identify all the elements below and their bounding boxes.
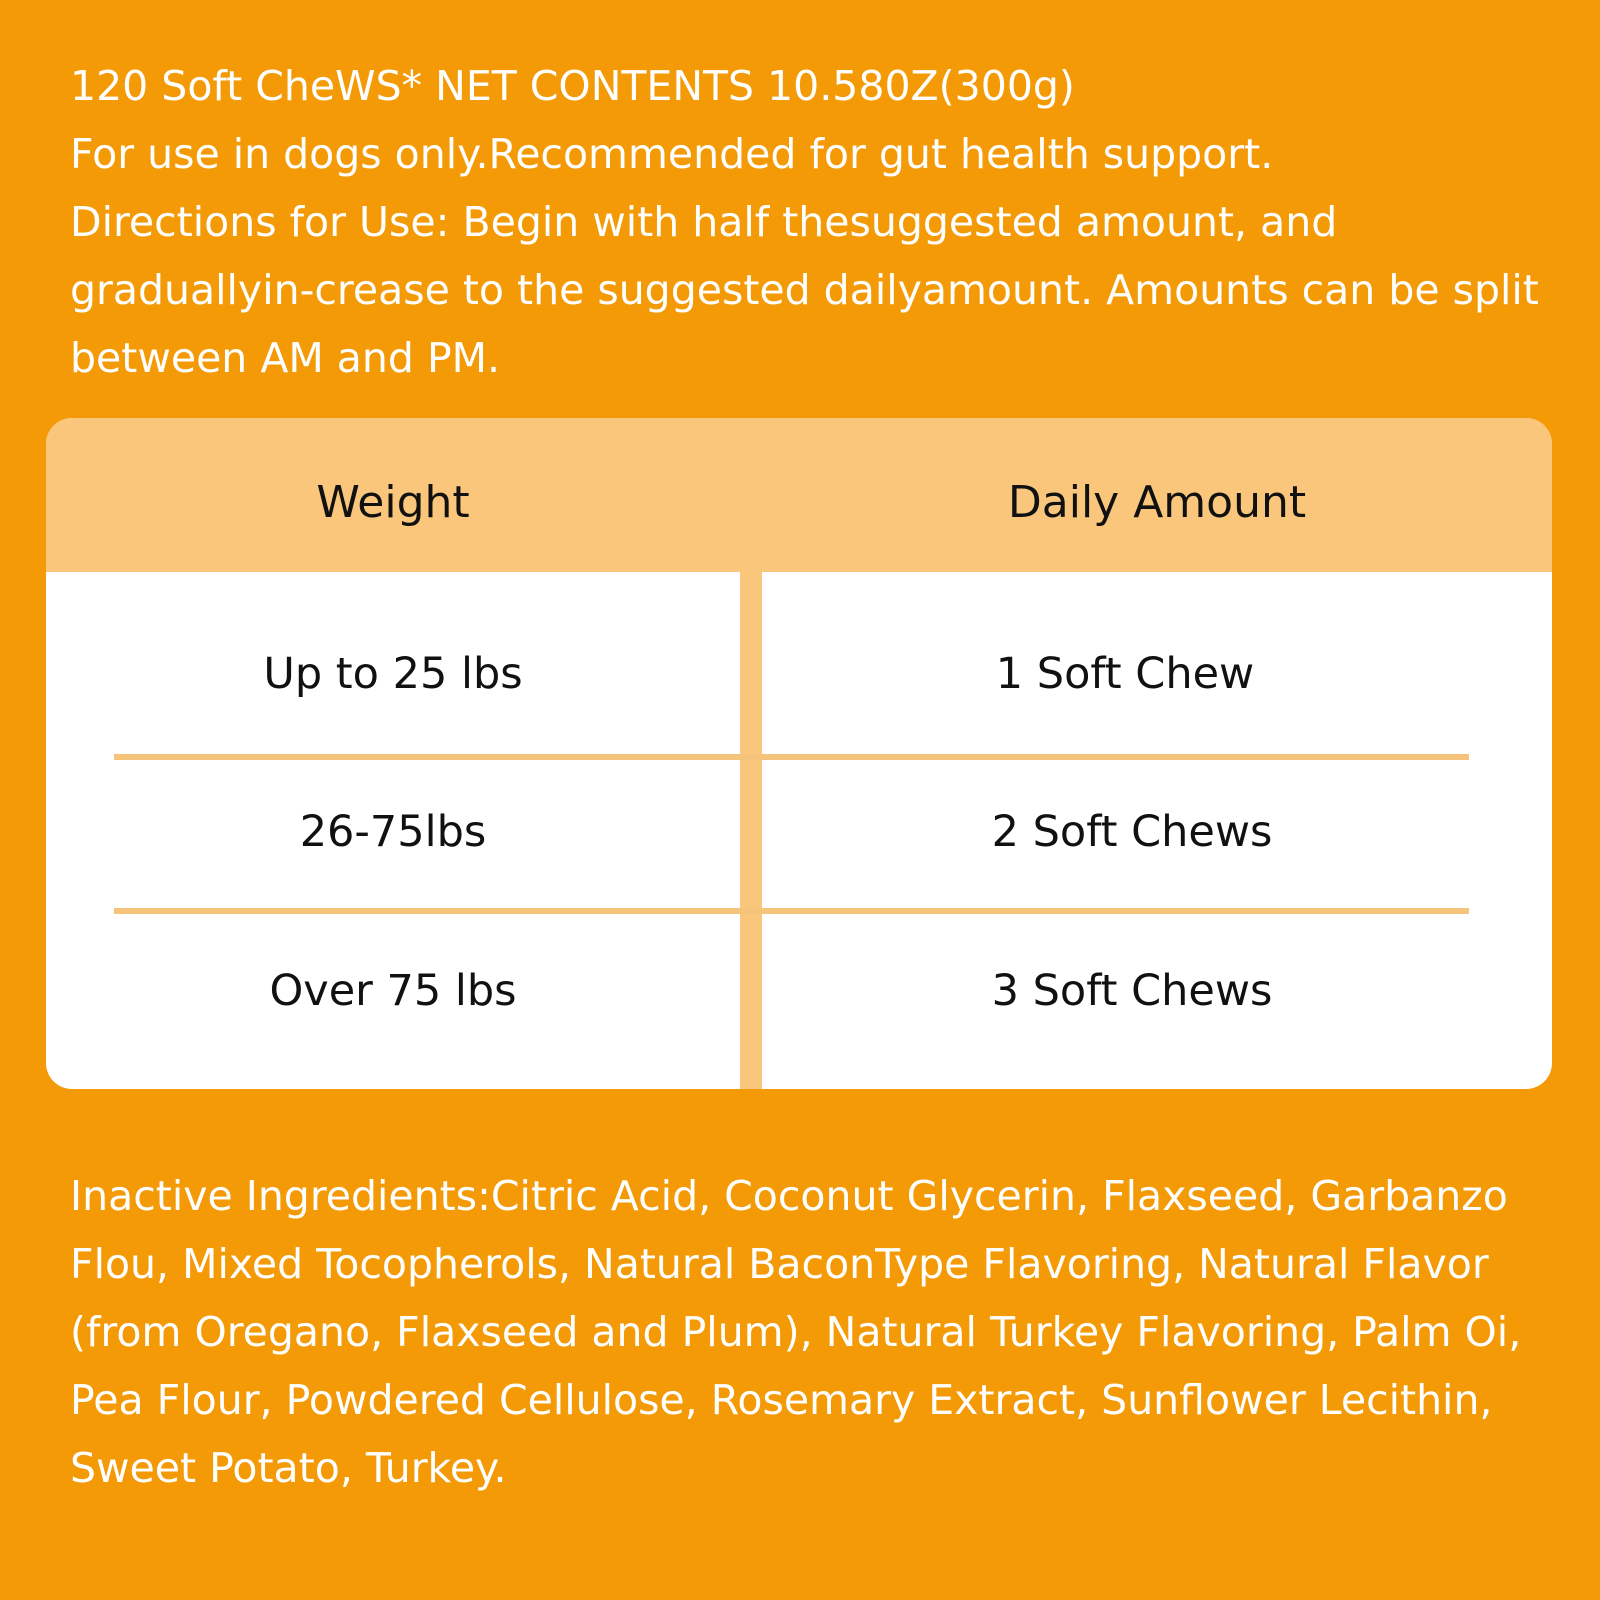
table-header-row	[46, 418, 1552, 572]
row-2-weight: 26-75lbs	[299, 807, 487, 857]
row-1-amount: 1 Soft Chew	[995, 649, 1255, 699]
usage-line: For use in dogs only.Recommended for gut health support.	[70, 130, 1274, 178]
net-contents-line: 120 Soft CheWS* NET CONTENTS 10.580Z(300g)	[70, 62, 1075, 110]
header-daily-amount: Daily Amount	[1007, 477, 1307, 528]
row-2-amount: 2 Soft Chews	[991, 807, 1273, 857]
intro-text	[70, 52, 1550, 392]
row-3-amount: 3 Soft Chews	[991, 966, 1273, 1016]
column-divider	[740, 572, 762, 1089]
inactive-ingredients: Inactive Ingredients:Citric Acid, Coconut Glycerin, Flaxseed, Garbanzo Flou, Mixed Tocopherols, Natural BaconType Flavoring, Natural Flavor (from Oregano, Flaxseed and Plum), Natural Turkey Flavoring, Palm Oi, Pea Flour, Powdered Cellulose, Rosemary Extract, Sunflower Lecithin, Sweet Potato, Turkey.	[70, 1172, 1522, 1492]
dosage-table	[46, 418, 1552, 1089]
directions-text: Directions for Use: Begin with half thesuggested amount, and graduallyin-crease to the suggested dailyamount. Amounts can be split between AM and PM.	[70, 198, 1539, 382]
row-3-weight: Over 75 lbs	[269, 966, 517, 1016]
row-divider	[114, 754, 1469, 760]
row-divider	[114, 908, 1469, 914]
header-weight: Weight	[316, 477, 470, 528]
row-1-weight: Up to 25 lbs	[263, 649, 523, 699]
